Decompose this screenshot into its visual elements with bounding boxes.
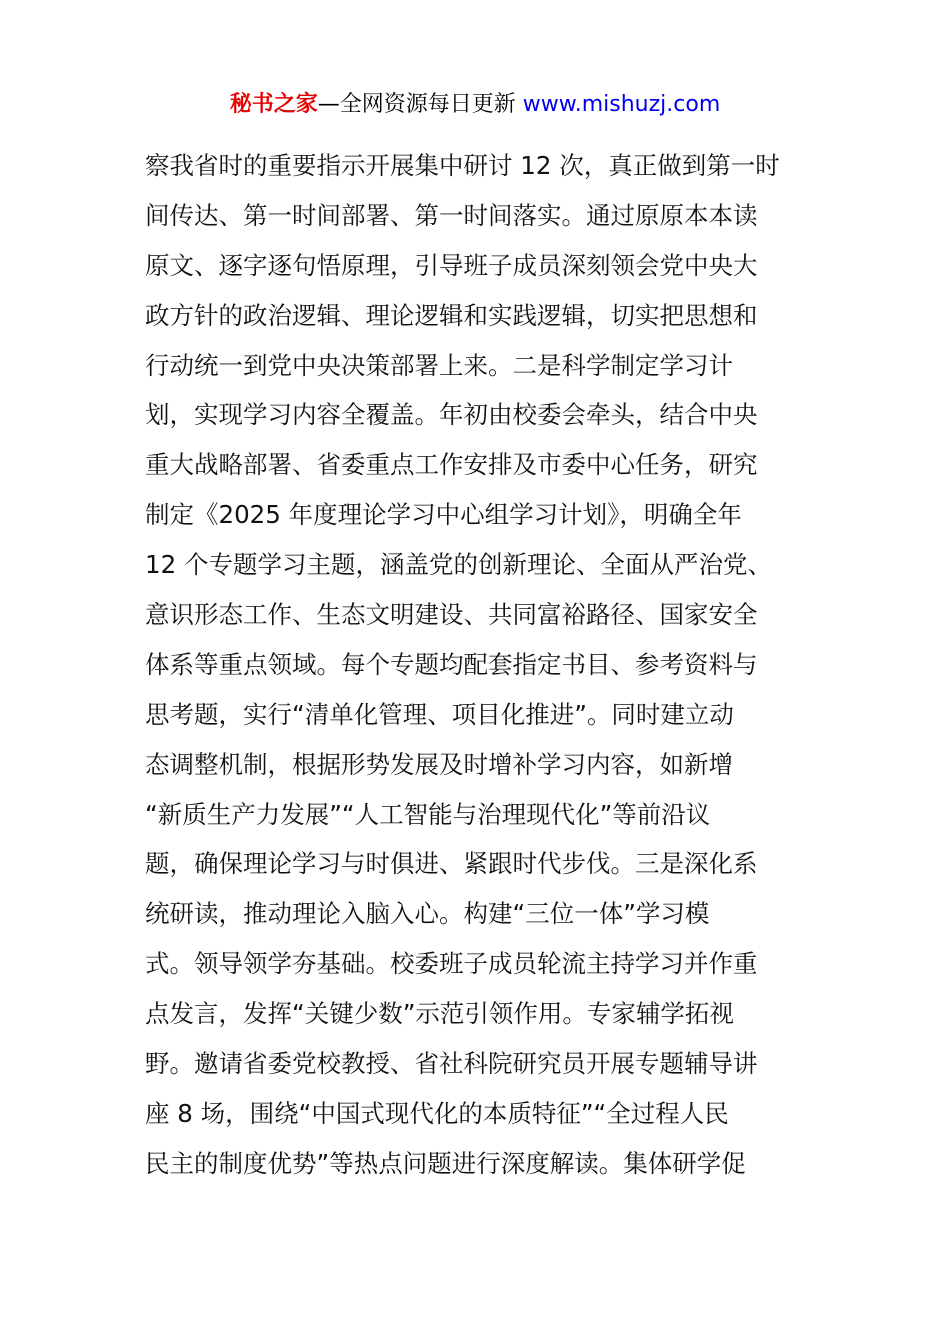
text-line: 点发言，发挥“关键少数”示范引领作用。专家辅学拓视 (145, 999, 734, 1029)
text-line: 重大战略部署、省委重点工作安排及市委中心任务，研究 (145, 450, 758, 480)
text-line: 态调整机制，根据形势发展及时增补学习内容，如新增 (145, 749, 733, 779)
text-line: 统研读，推动理论入脑入心。构建“三位一体”学习模 (145, 899, 710, 929)
text-line: 座 8 场，围绕“中国式现代化的本质特征”“全过程人民 (145, 1098, 729, 1128)
text-line: 意识形态工作、生态文明建设、共同富裕路径、国家安全 (145, 600, 758, 630)
text-line: 民主的制度优势”等热点问题进行深度解读。集体研学促 (145, 1148, 746, 1178)
text-line: 察我省时的重要指示开展集中研讨 12 次，真正做到第一时 (145, 151, 780, 180)
text-line: 划，实现学习内容全覆盖。年初由校委会牵头，结合中央 (145, 400, 758, 430)
text-line: 思考题，实行“清单化管理、项目化推进”。同时建立动 (145, 699, 734, 729)
brand-name: 秘书之家 (229, 92, 318, 117)
site-header (0, 88, 950, 122)
text-line: 原文、逐字逐句悟原理，引导班子成员深刻领会党中央大 (145, 250, 758, 280)
text-line: 行动统一到党中央决策部署上来。二是科学制定学习计 (145, 350, 733, 380)
text-line: 制定《2025 年度理论学习中心组学习计划》，明确全年 (145, 500, 742, 530)
text-line: 式。领导领学夯基础。校委班子成员轮流主持学习并作重 (145, 949, 758, 979)
text-line: 12 个专题学习主题，涵盖党的创新理论、全面从严治党、 (145, 550, 772, 580)
text-line: 体系等重点领域。每个专题均配套指定书目、参考资料与 (145, 649, 758, 679)
header-tagline: —全网资源每日更新 (317, 92, 523, 117)
text-line: “新质生产力发展”“人工智能与治理现代化”等前沿议 (145, 799, 711, 829)
text-line: 政方针的政治逻辑、理论逻辑和实践逻辑，切实把思想和 (145, 300, 758, 330)
text-line: 野。邀请省委党校教授、省社科院研究员开展专题辅导讲 (145, 1049, 758, 1079)
document-body (145, 146, 825, 1194)
site-url-link[interactable]: www.mishuzj.com (522, 92, 721, 117)
text-line: 题，确保理论学习与时俱进、紧跟时代步伐。三是深化系 (145, 849, 758, 879)
text-line: 间传达、第一时间部署、第一时间落实。通过原原本本读 (145, 200, 758, 230)
